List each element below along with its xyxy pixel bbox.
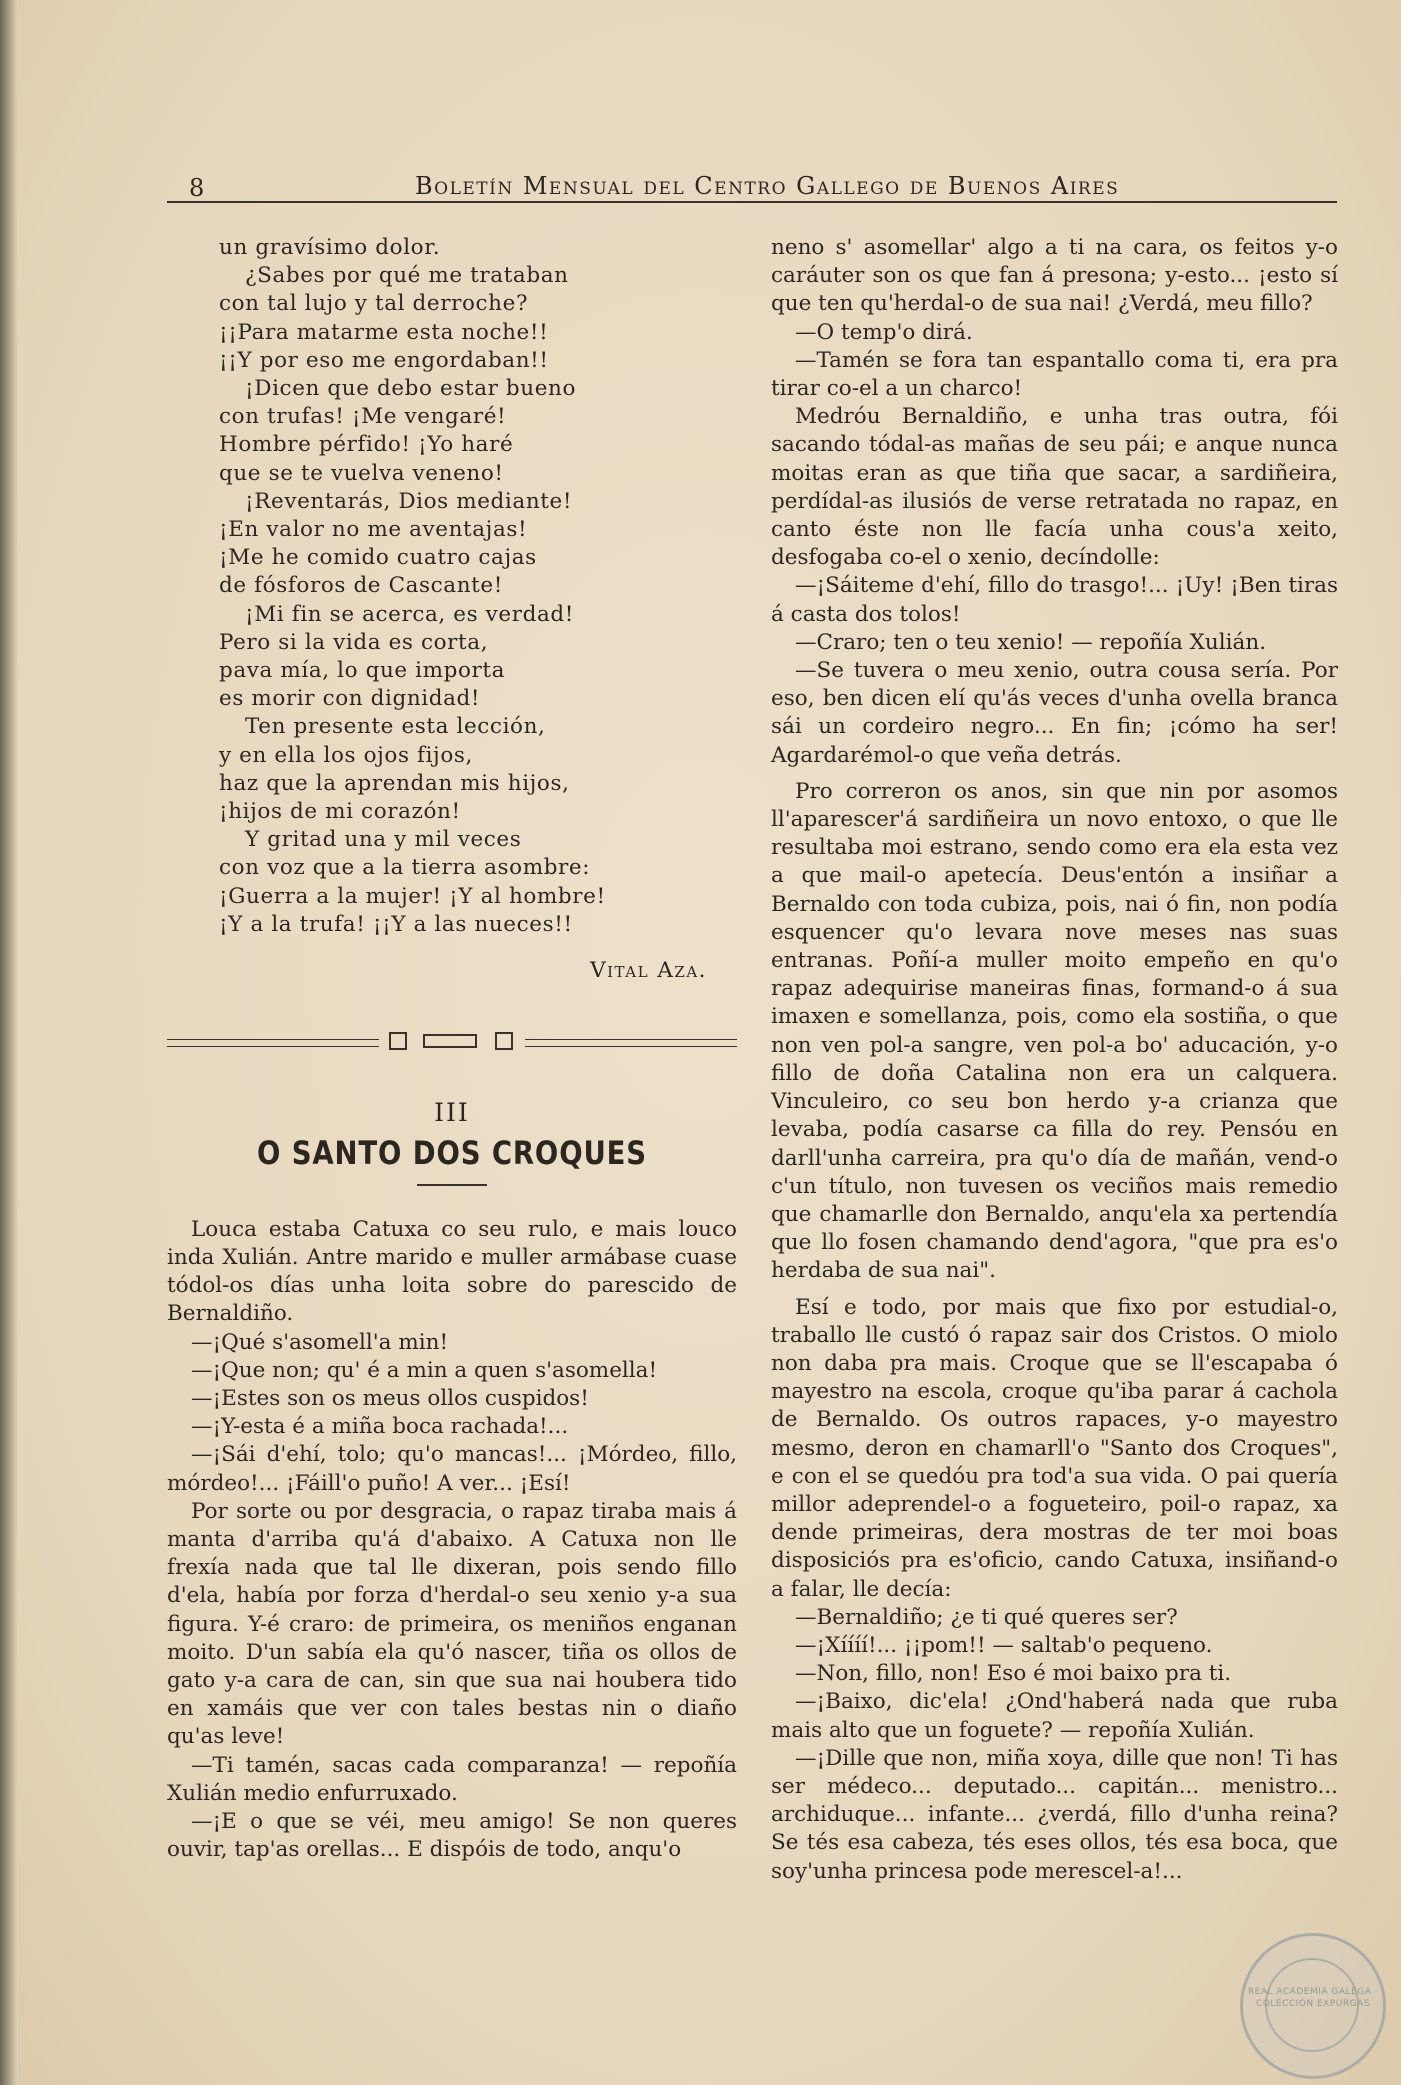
poem-line: Hombre pérfido! ¡Yo haré [219, 432, 514, 458]
page-number: 8 [189, 174, 205, 202]
chapter-number: III [434, 1098, 470, 1128]
divider-line-right [525, 1039, 737, 1047]
left-column [167, 234, 737, 1864]
poem-line: con tal lujo y tal derroche? [219, 291, 529, 317]
left-prose [167, 1216, 737, 1865]
poem-line: ¡Reventarás, Dios mediante! [245, 488, 573, 514]
paragraph: —¡Sáiteme d'ehí, fillo do trasgo!... ¡Uy! ¡Ben tiras á casta dos tolos! [771, 573, 1338, 627]
poem-line: ¡Dicen que debo estar bueno [245, 376, 577, 402]
paragraph: —¡Xíííí!... ¡¡pom!! — saltab'o pequeno. [795, 1632, 1213, 1658]
paragraph: —Se tuvera o meu xenio, outra cousa sería. Por eso, ben dicen elí qu'ás veces d'unha ovella branca sái un cordeiro negro... En fin; ¡cómo ha ser! Agardarémol-o que veña detrás. [771, 658, 1338, 768]
poem-line: ¡Mi fin se acerca, es verdad! [245, 601, 574, 627]
paragraph: Esí e todo, por mais que fixo por estudial-o, traballo lle custó ó rapaz sair dos Cristos. O miolo non daba pra mais. Croque que se ll'escapaba ó mayestro na escola, croque qu'iba parar á cachola de Bernaldo. Os outros rapaces, y-o mayestro mesmo, deron en chamarll'o "Santo dos Croques", e con el se quedóu pra tod'a sua vida. O pai quería millor adeprendel-o a fogueteiro, poil-o rapaz, xa dende primeiras, dera mostras de ter moi boas disposiciós pra es'oficio, cando Catuxa, insiñand-o a falar, lle decía: [771, 1294, 1338, 1602]
poem-line: ¡Me he comido cuatro cajas [219, 545, 537, 571]
paragraph: —Craro; ten o teu xenio! — repoñía Xulián. [795, 629, 1267, 655]
poem-line: ¡En valor no me aventajas! [219, 517, 528, 543]
paragraph: —Tamén se fora tan espantallo coma ti, era pra tirar co-el a un charco! [771, 347, 1338, 402]
poem-line: con voz que a la tierra asombre: [219, 855, 591, 881]
poem-line: Y gritad una y mil veces [245, 827, 522, 853]
right-column [771, 234, 1338, 1886]
divider-bar [423, 1034, 477, 1048]
poem-line: ¡¡Y por eso me engordaban!! [219, 347, 549, 373]
poem-line: ¿Sabes por qué me trataban [245, 263, 569, 289]
paragraph: —¡Que non; qu' é a min a quen s'asomella! [191, 1357, 658, 1383]
poem-line: y en ella los ojos fijos, [219, 742, 473, 768]
paragraph: —Ti tamén, sacas cada comparanza! — repoñía Xulián medio enfurruxado. [167, 1752, 737, 1806]
paragraph: —Non, fillo, non! Eso é moi baixo pra ti. [795, 1661, 1232, 1687]
poem-line: ¡Y a la trufa! ¡¡Y a las nueces!! [219, 911, 573, 937]
library-seal-stamp [1240, 1933, 1386, 2079]
paragraph: —¡Dille que non, miña xoya, dille que non! Ti has ser médeco... deputado... capitán... menistro... archiduque... infante... ¿verdá, fillo d'unha reina? Se tés esa cabeza, tés eses ollos, tés esa boca, que soy'unha princesa pode merescel-a!... [771, 1745, 1338, 1884]
paragraph: —Bernaldiño; ¿e ti qué queres ser? [795, 1604, 1178, 1630]
divider-line-left [167, 1039, 379, 1047]
poem-line: pava mía, lo que importa [219, 658, 506, 684]
paragraph: Pro correron os anos, sin que nin por asomos ll'aparescer'á sardiñeira un novo entoxo, o que lle resultaba moi estrano, sendo como era ela esta vez a que mail-o apetecía. Deus'entón a insiñar a Bernaldo con toda cubiza, pois, nai ó fin, non podía esquencer qu'o levara nove meses nas suas entranas. Poñí-a muller moito empeño en qu'o rapaz adequirise maneiras finas, formand-o á sua imaxen e somellanza, pois, como ela sostiña, o que non ven pol-a sangre, ven pol-a bo' aducación, y-o fillo de doña Catalina non era un calquera. Vinculeiro, co seu bon herdo y-a crianza que levaba, podía casarse ca filla do rey. Pensóu en darll'unha carreira, pra qu'o día de mañán, vend-o c'un título, non tuvesen os veciños mais remedio que chamarlle don Bernaldo, anqu'ela xa pertendía que llo fosen chamando dend'agora, "que pra es'o herdaba de sua nai". [771, 778, 1338, 1284]
poem-line: ¡¡Para matarme esta noche!! [219, 319, 549, 345]
paragraph: —O temp'o dirá. [795, 319, 973, 345]
paragraph: Por sorte ou por desgracia, o rapaz tiraba mais á manta d'arriba qu'á d'abaixo. A Catuxa non lle frexía nada que tal lle dixeran, pois sendo fillo d'ela, había por forza d'herdal-o seu xenio y-a sua figura. Y-é craro: de primeira, os meniños enganan moito. D'un sabía ela qu'ó nascer, tiña os ollos de gato y-a cara de can, sin que sua nai houbera tido en xamáis que ver con tales bestas nin o diaño qu'as leve! [167, 1498, 737, 1750]
seal-text: REAL ACADEMIA GALEGA · COLECCIÓN EXPURGAS [1247, 1987, 1379, 2009]
divider-box-left [389, 1032, 407, 1050]
paragraph: —¡Baixo, dic'ela! ¿Ond'haberá nada que ruba mais alto que un foguete? — repoñía Xulián. [771, 1689, 1338, 1743]
poem [167, 234, 737, 939]
paragraph: —¡Estes son os meus ollos cuspidos! [191, 1385, 589, 1411]
poem-line: que se te vuelva veneno! [219, 460, 504, 486]
poem-line: de fósforos de Cascante! [219, 573, 503, 599]
poem-line: haz que la aprendan mis hijos, [219, 770, 570, 796]
page-edge-shadow [0, 0, 18, 2085]
page-header [167, 162, 1327, 202]
poem-line: ¡hijos de mi corazón! [219, 799, 461, 825]
paragraph: —¡Qué s'asomell'a min! [191, 1329, 449, 1355]
title-rule [417, 1184, 487, 1186]
paragraph: —¡Y-esta é a miña boca rachada!... [191, 1414, 569, 1440]
poem-line: Pero si la vida es corta, [219, 629, 489, 655]
poem-line: con trufas! ¡Me vengaré! [219, 404, 507, 430]
paragraph: Louca estaba Catuxa co seu rulo, e mais louco inda Xulián. Antre marido e muller armábase cuase tódol-os días unha loita sobre do parescido de Bernaldiño. [167, 1216, 737, 1327]
poem-line: un gravísimo dolor. [219, 235, 441, 260]
header-rule [167, 201, 1337, 203]
paragraph: —¡Sái d'ehí, tolo; qu'o mancas!... ¡Mórdeo, fillo, mórdeo!... ¡Fáill'o puño! A ver... ¡Esí! [167, 1442, 737, 1496]
running-title: Boletín Mensual del Centro Gallego de Buenos Aires [415, 172, 1120, 200]
poem-line: Ten presente esta lección, [245, 714, 546, 740]
paragraph: —¡E o que se véi, meu amigo! Se non queres ouvir, tap'as orellas... E dispóis de todo, anqu'o [167, 1808, 737, 1863]
section-divider [167, 1023, 737, 1063]
paragraph: Medróu Bernaldiño, e unha tras outra, fói sacando tódal-as mañas de seu pái; e anque nunca moitas eran as que tiña que sacar, a sardiñeira, perdídal-as ilusiós de verse retratada no rapaz, en canto éste non lle facía unha cous'a xeito, desfogaba co-el o xenio, decíndolle: [771, 404, 1338, 571]
chapter-title: O SANTO DOS CROQUES [256, 1134, 647, 1173]
poem-author: Vital Aza. [590, 958, 707, 984]
divider-box-right [495, 1032, 513, 1050]
poem-line: ¡Guerra a la mujer! ¡Y al hombre! [219, 883, 606, 909]
poem-line: es morir con dignidad! [219, 686, 481, 712]
paragraph: neno s' asomellar' algo a ti na cara, os feitos y-o caráuter son os que fan á presona; y-esto... ¡esto sí que ten qu'herdal-o de sua nai! ¿Verdá, meu fillo? [771, 235, 1338, 317]
